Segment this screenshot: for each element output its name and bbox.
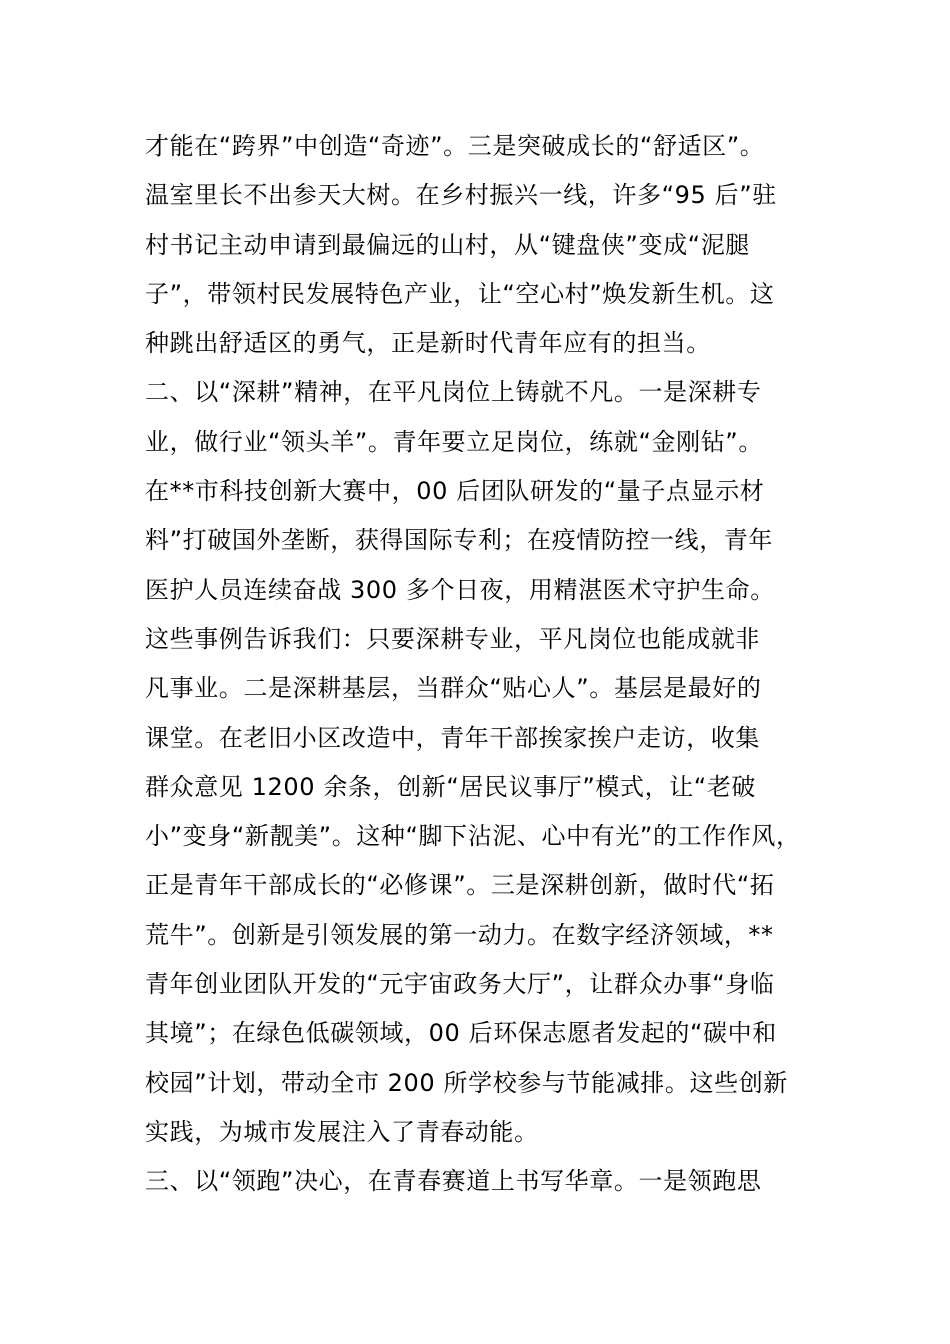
text-line: 荒牛”。创新是引领发展的第一动力。在数字经济领域，** <box>145 920 774 949</box>
text-line: 业，做行业“领头羊”。青年要立足岗位，练就“金刚钻”。 <box>145 427 763 456</box>
text-line: 村书记主动申请到最偏远的山村，从“键盘侠”变成“泥腿 <box>145 230 750 259</box>
text-line: 小”变身“新靓美”。这种“脚下沾泥、心中有光”的工作作风， <box>145 822 801 851</box>
text-line: 才能在“跨界”中创造“奇迹”。三是突破成长的“舒适区”。 <box>145 132 765 160</box>
text-line: 凡事业。二是深耕基层，当群众“贴心人”。基层是最好的 <box>145 674 762 703</box>
text-line: 这些事例告诉我们：只要深耕专业，平凡岗位也能成就非 <box>145 624 760 653</box>
text-line: 温室里长不出参天大树。在乡村振兴一线，许多“95 后”驻 <box>145 181 777 210</box>
text-line: 实践，为城市发展注入了青春动能。 <box>145 1117 539 1146</box>
text-line: 群众意见 1200 余条，创新“居民议事厅”模式，让“老破 <box>145 772 757 801</box>
text-line: 青年创业团队开发的“元宇宙政务大厅”，让群众办事“身临 <box>145 970 775 999</box>
text-line: 在**市科技创新大赛中，00 后团队研发的“量子点显示材 <box>145 477 765 506</box>
text-line: 校园”计划，带动全市 200 所学校参与节能减排。这些创新 <box>145 1068 788 1097</box>
section-heading-line: 二、以“深耕”精神，在平凡岗位上铸就不凡。一是深耕专 <box>145 378 762 407</box>
text-line: 子”，带领村民发展特色产业，让“空心村”焕发新生机。这 <box>145 279 775 308</box>
body-text <box>145 122 835 1207</box>
text-line: 料”打破国外垄断，获得国际专利；在疫情防控一线，青年 <box>145 526 774 555</box>
section-heading-line: 三、以“领跑”决心，在青春赛道上书写华章。一是领跑思 <box>145 1167 762 1196</box>
text-line: 种跳出舒适区的勇气，正是新时代青年应有的担当。 <box>145 329 711 358</box>
text-line: 正是青年干部成长的“必修课”。三是深耕创新，做时代“拓 <box>145 871 775 900</box>
text-line: 其境”；在绿色低碳领域，00 后环保志愿者发起的“碳中和 <box>145 1019 777 1048</box>
text-line: 课堂。在老旧小区改造中，青年干部挨家挨户走访，收集 <box>145 723 760 752</box>
text-line: 医护人员连续奋战 300 多个日夜，用精湛医术守护生命。 <box>145 575 775 604</box>
